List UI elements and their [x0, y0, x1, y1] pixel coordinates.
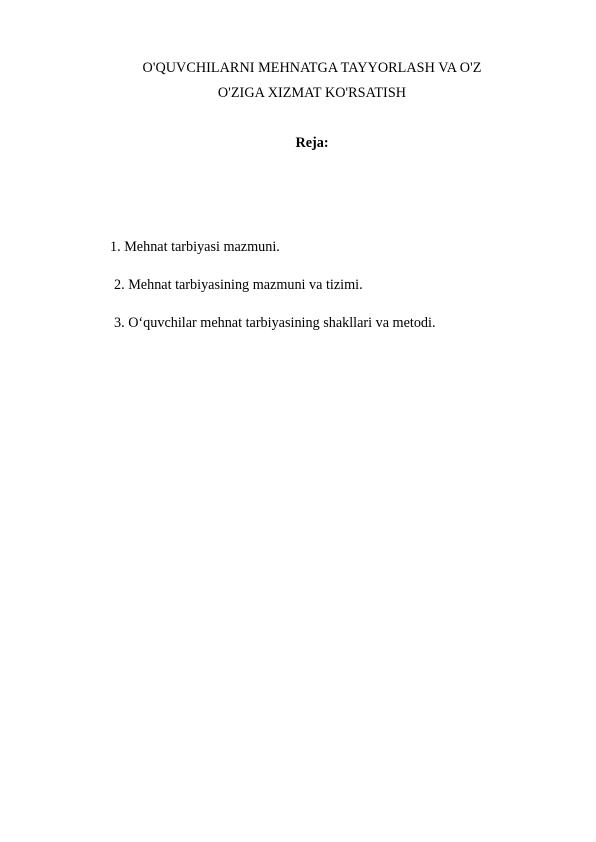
document-title-line-1: O'QUVCHILARNI MEHNATGA TAYYORLASH VA O'Z: [142, 60, 482, 76]
plan-item-1: 1. Mehnat tarbiyasi mazmuni.: [110, 239, 280, 255]
plan-heading: Reja:: [295, 135, 329, 151]
document-title-line-2: O'ZIGA XIZMAT KO'RSATISH: [217, 85, 407, 101]
plan-item-3: 3. O‘quvchilar mehnat tarbiyasining shakllari va metodi.: [114, 315, 436, 331]
plan-item-2: 2. Mehnat tarbiyasining mazmuni va tizimi.: [114, 277, 363, 293]
